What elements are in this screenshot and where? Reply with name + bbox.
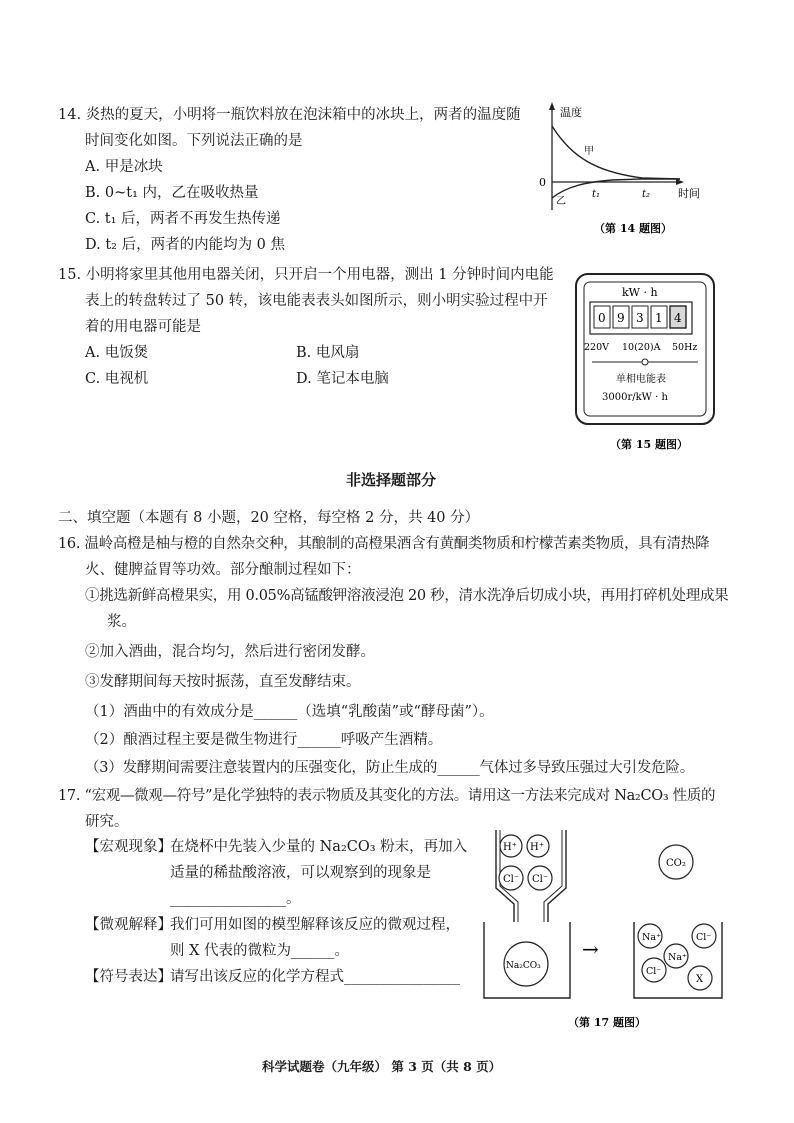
q15-stem-line2: 表上的转盘转过了 50 转，该电能表表头如图所示，则小明实验过程中开 [85,293,548,309]
graph-ylabel: 温度 [560,106,582,119]
meter-digit-5: 4 [674,311,682,325]
q16-step1-cont: 浆。 [107,614,136,630]
section-title: 非选择题部分 [346,471,437,489]
q16-step2: ②加入酒曲，混合均匀，然后进行密闭发酵。 [85,644,375,660]
q15-caption: （第 15 题图） [610,438,688,451]
meter-digit-4: 1 [655,311,663,325]
meter-rate: 3000r/kW · h [602,392,668,403]
meter-digit-2: 9 [617,311,625,325]
graph-label-yi: 乙 [556,196,566,207]
q17-macro-label: 【宏观现象】 [85,839,172,855]
q17-micro-line1: 我们可用如图的模型解释该反应的微观过程， [170,917,460,933]
q15-option-c: C. 电视机 [85,371,149,387]
cl-ion-1-label: Cl⁻ [503,874,520,885]
q17-stem-line2: 研究。 [85,814,129,830]
cl-ion-2-label: Cl⁻ [532,874,549,885]
meter-digit-1: 0 [598,311,606,325]
q16-stem-line2: 火、健脾益胃等功效。部分酿制过程如下： [85,562,361,578]
q15-stem-line1: 15. 小明将家里其他用电器关闭，只开启一个用电器，测出 1 分钟时间内电能 [58,267,554,283]
q14-option-d: D. t₂ 后，两者的内能均为 0 焦 [85,237,286,253]
q16-step3: ③发酵期间每天按时振荡，直至发酵结束。 [85,674,361,690]
q17-symbol-line1: 请写出该反应的化学方程式________________ [170,969,460,985]
q17-micro-label: 【微观解释】 [85,917,172,933]
reaction-model-diagram [474,826,754,1032]
cl-ion-3-label: Cl⁻ [696,932,712,943]
graph-t1: t₁ [592,189,601,200]
q14-option-b: B. 0~t₁ 内，乙在吸收热量 [85,185,259,201]
meter-dial [642,359,648,365]
q14-stem-line1: 14. 炎热的夏天，小明将一瓶饮料放在泡沫箱中的冰块上，两者的温度随 [58,107,521,123]
h-ion-2-label: H⁺ [530,842,544,853]
q15-option-b: B. 电风扇 [296,345,360,361]
q14-option-a: A. 甲是冰块 [85,159,163,175]
q17-symbol-label: 【符号表达】 [85,969,172,985]
q15-option-a: A. 电饭煲 [85,345,149,361]
na-ion-2-label: Na⁺ [668,952,687,963]
q16-sub3: （3）发酵期间需要注意装置内的压强变化，防止生成的______气体过多导致压强过大引发危险。 [85,760,695,776]
meter-current: 10(20)A [622,342,661,353]
cl-ion-4-label: Cl⁻ [646,966,662,977]
meter-frequency: 50Hz [672,342,698,353]
graph-origin: 0 [539,176,546,189]
q17-micro-line2: 则 X 代表的微粒为______。 [170,943,350,959]
q17-macro-blank: ________________。 [170,891,301,907]
y-axis-arrow [549,102,555,110]
graph-t2: t₂ [642,189,651,200]
temperature-time-graph [532,98,712,243]
page-footer: 科学试题卷（九年级） 第 3 页（共 8 页） [262,1059,502,1074]
reaction-arrow: → [582,937,599,961]
q15-stem-line3: 着的用电器可能是 [85,319,201,335]
x-axis-arrow [676,179,684,185]
h-ion-1-label: H⁺ [503,842,517,853]
co2-label: CO₂ [666,858,686,869]
q16-stem-line1: 16. 温岭高橙是柚与橙的自然杂交种，其酿制的高橙果酒含有黄酮类物质和柠檬苦素类物质，具有清热降 [58,536,710,552]
na-ion-1-label: Na⁺ [642,932,661,943]
electricity-meter [572,270,722,454]
q17-macro-line1: 在烧杯中先装入少量的 Na₂CO₃ 粉末，再加入 [170,839,468,855]
graph-xlabel: 时间 [678,187,700,200]
na2co3-label: Na₂CO₃ [506,961,541,971]
graph-label-jia: 甲 [584,146,594,157]
q14-stem-line2: 时间变化如图。下列说法正确的是 [85,133,303,149]
q17-macro-line2: 适量的稀盐酸溶液，可以观察到的现象是 [170,865,431,881]
q17-stem-line1: 17. “宏观—微观—符号”是化学独特的表示物质及其变化的方法。请用这一方法来完成对 Na₂CO₃ 性质的 [58,788,716,804]
q15-option-d: D. 笔记本电脑 [296,371,389,387]
meter-type: 单相电能表 [616,374,666,385]
q16-sub2: （2）酿酒过程主要是微生物进行______呼吸产生酒精。 [85,732,443,748]
q16-sub1: （1）酒曲中的有效成分是______（选填“乳酸菌”或“酵母菌”）。 [85,704,494,720]
meter-digit-3: 3 [636,311,644,325]
q14-option-c: C. t₁ 后，两者不再发生热传递 [85,211,281,227]
meter-unit: kW · h [622,286,658,299]
q14-caption: （第 14 题图） [594,222,672,235]
q16-step1: ①挑选新鲜高橙果实，用 0.05%高锰酸钾溶液浸泡 20 秒，清水洗净后切成小块，再用打碎机处理成果 [85,588,729,604]
section-heading: 二、填空题（本题有 8 小题，20 空格，每空格 2 分，共 40 分） [58,510,480,526]
meter-voltage: 220V [584,342,609,353]
x-label: X [696,974,704,985]
q17-caption: （第 17 题图） [568,1016,646,1029]
curve-jia [552,126,680,179]
